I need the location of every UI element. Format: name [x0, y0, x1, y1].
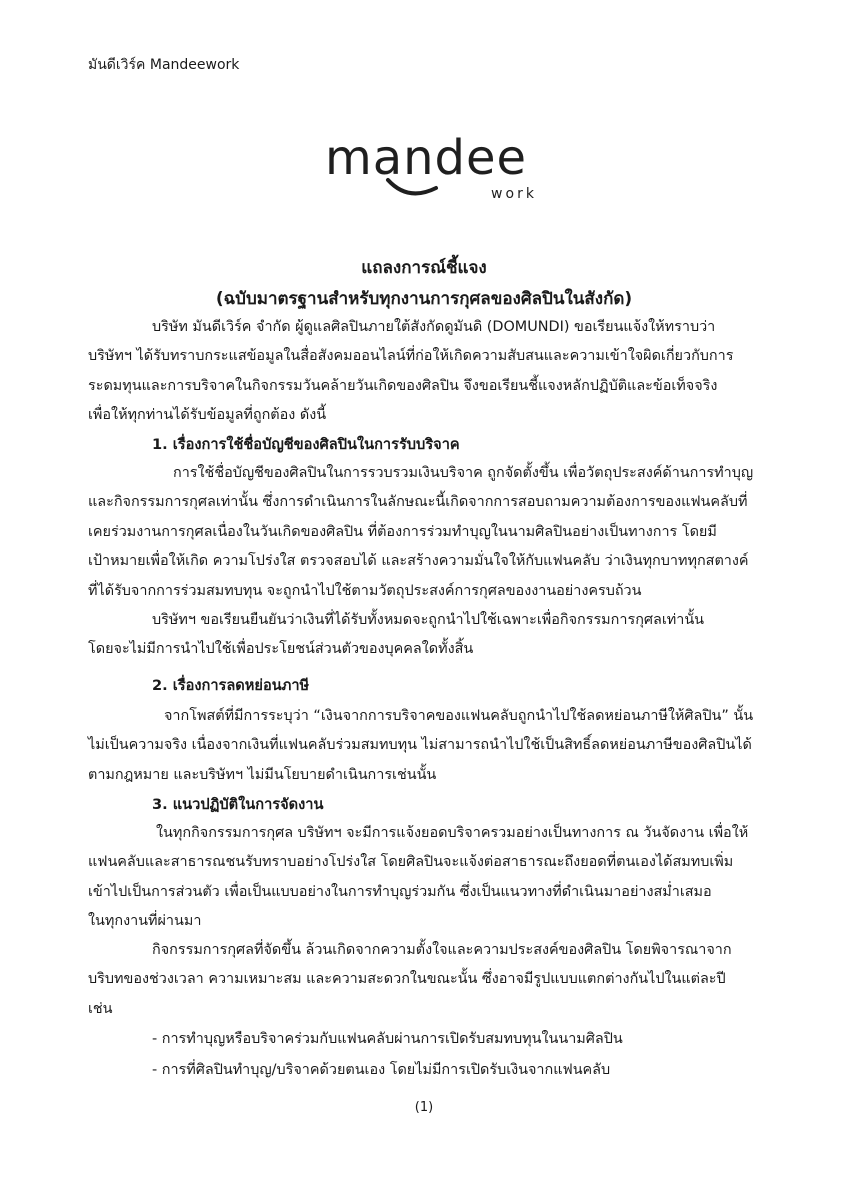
text-line: เช่น — [88, 1000, 113, 1017]
document-title: แถลงการณ์ชี้แจง — [361, 258, 487, 278]
section-2-heading: 2. เรื่องการลดหย่อนภาษี — [152, 677, 310, 694]
text-line: บริษัทฯ ได้รับทราบกระแสข้อมูลในสื่อสังคมออนไลน์ที่ก่อให้เกิดความสับสนและความเข้าใจผิดเกี่ยวกับการ — [88, 348, 734, 365]
document-subtitle: (ฉบับมาตรฐานสำหรับทุกงานการกุศลของศิลปินในสังกัด) — [215, 289, 633, 309]
text-line: การใช้ชื่อบัญชีของศิลปินในการรวบรวมเงินบริจาค ถูกจัดตั้งขึ้น เพื่อวัตถุประสงค์ด้านการทำบุญ — [173, 465, 754, 481]
text-line: ระดมทุนและการบริจาคในกิจกรรมวันคล้ายวันเกิดของศิลปิน จึงขอเรียนชี้แจงหลักปฏิบัติและข้อเท็จจริง — [88, 377, 718, 394]
section-2-paragraph-1 — [88, 702, 758, 790]
intro-paragraph — [88, 313, 758, 431]
text-line: และกิจกรรมการกุศลเท่านั้น ซึ่งการดำเนินการในลักษณะนี้เกิดจากการสอบถามความต้องการของแฟนคลับที่ — [88, 494, 748, 511]
text-line: เพื่อให้ทุกท่านได้รับข้อมูลที่ถูกต้อง ดังนี้ — [88, 407, 327, 424]
text-line: เคยร่วมงานการกุศลเนื่องในวันเกิดของศิลปิน ที่ต้องการร่วมทำบุญในนามศิลปินอย่างเป็นทางการ โดยมี — [88, 523, 717, 540]
text-line: บริบทของช่วงเวลา ความเหมาะสม และความสะดวกในขณะนั้น ซึ่งอาจมีรูปแบบแตกต่างกันไปในแต่ละปี — [88, 971, 726, 988]
logo-wordmark: mandee — [324, 130, 528, 186]
section-3-paragraph-1 — [88, 819, 758, 937]
section-1-paragraph-1 — [88, 459, 758, 606]
text-line: ในทุกงานที่ผ่านมา — [88, 913, 202, 930]
section-3-paragraph-2 — [88, 936, 758, 1024]
logo-subtext: work — [491, 186, 537, 202]
text-line: บริษัทฯ ขอเรียนยืนยันว่าเงินที่ได้รับทั้งหมดจะถูกนำไปใช้เฉพาะเพื่อกิจกรรมการกุศลเท่านั้น — [152, 612, 705, 628]
section-1-paragraph-2 — [88, 606, 758, 665]
text-line: ในทุกกิจกรรมการกุศล บริษัทฯ จะมีการแจ้งยอดบริจาครวมอย่างเป็นทางการ ณ วันจัดงาน เพื่อให้ — [156, 825, 749, 841]
text-line: ที่ได้รับจากการร่วมสมทบทุน จะถูกนำไปใช้ตามวัตถุประสงค์การกุศลของงานอย่างครบถ้วน — [88, 582, 642, 599]
text-line: จากโพสต์ที่มีการระบุว่า “เงินจากการบริจาคของแฟนคลับถูกนำไปใช้ลดหย่อนภาษีให้ศิลปิน” นั้น — [164, 708, 754, 724]
text-line: เป้าหมายเพื่อให้เกิด ความโปร่งใส ตรวจสอบได้ และสร้างความมั่นใจให้กับแฟนคลับ ว่าเงินทุกบาททุกสตางค์ — [88, 553, 749, 570]
bullet-item: - การที่ศิลปินทำบุญ/บริจาคด้วยตนเอง โดยไม่มีการเปิดรับเงินจากแฟนคลับ — [152, 1062, 611, 1078]
text-line: ไม่เป็นความจริง เนื่องจากเงินที่แฟนคลับร่วมสมทบทุน ไม่สามารถนำไปใช้เป็นสิทธิ์ลดหย่อนภาษีของศิลปินได้ — [88, 737, 752, 754]
bullet-item: - การทำบุญหรือบริจาคร่วมกับแฟนคลับผ่านการเปิดรับสมทบทุนในนามศิลปิน — [152, 1031, 623, 1047]
text-line: โดยจะไม่มีการนำไปใช้เพื่อประโยชน์ส่วนตัวของบุคคลใดทั้งสิ้น — [88, 641, 474, 658]
text-line: แฟนคลับและสาธารณชนรับทราบอย่างโปร่งใส โดยศิลปินจะแจ้งต่อสาธารณะถึงยอดที่ตนเองได้สมทบเพิ่ม — [88, 854, 734, 871]
text-line: ตามกฎหมาย และบริษัทฯ ไม่มีนโยบายดำเนินการเช่นนั้น — [88, 766, 437, 783]
text-line: บริษัท มันดีเวิร์ค จำกัด ผู้ดูแลศิลปินภายใต้สังกัดดูมันดิ (DOMUNDI) ขอเรียนแจ้งให้ทราบว่า — [152, 319, 716, 335]
page-number: (1) — [414, 1100, 434, 1115]
section-3-heading: 3. แนวปฏิบัติในการจัดงาน — [152, 796, 324, 813]
company-header: มันดีเวิร์ค Mandeework — [88, 57, 240, 73]
mandee-logo — [296, 128, 556, 208]
text-line: เข้าไปเป็นการส่วนตัว เพื่อเป็นแบบอย่างในการทำบุญร่วมกัน ซึ่งเป็นแนวทางที่ดำเนินมาอย่างสม่ำเสมอ — [88, 883, 712, 900]
text-line: กิจกรรมการกุศลที่จัดขึ้น ล้วนเกิดจากความตั้งใจและความประสงค์ของศิลปิน โดยพิจารณาจาก — [152, 942, 732, 958]
section-1-heading: 1. เรื่องการใช้ชื่อบัญชีของศิลปินในการรับบริจาค — [152, 436, 460, 453]
